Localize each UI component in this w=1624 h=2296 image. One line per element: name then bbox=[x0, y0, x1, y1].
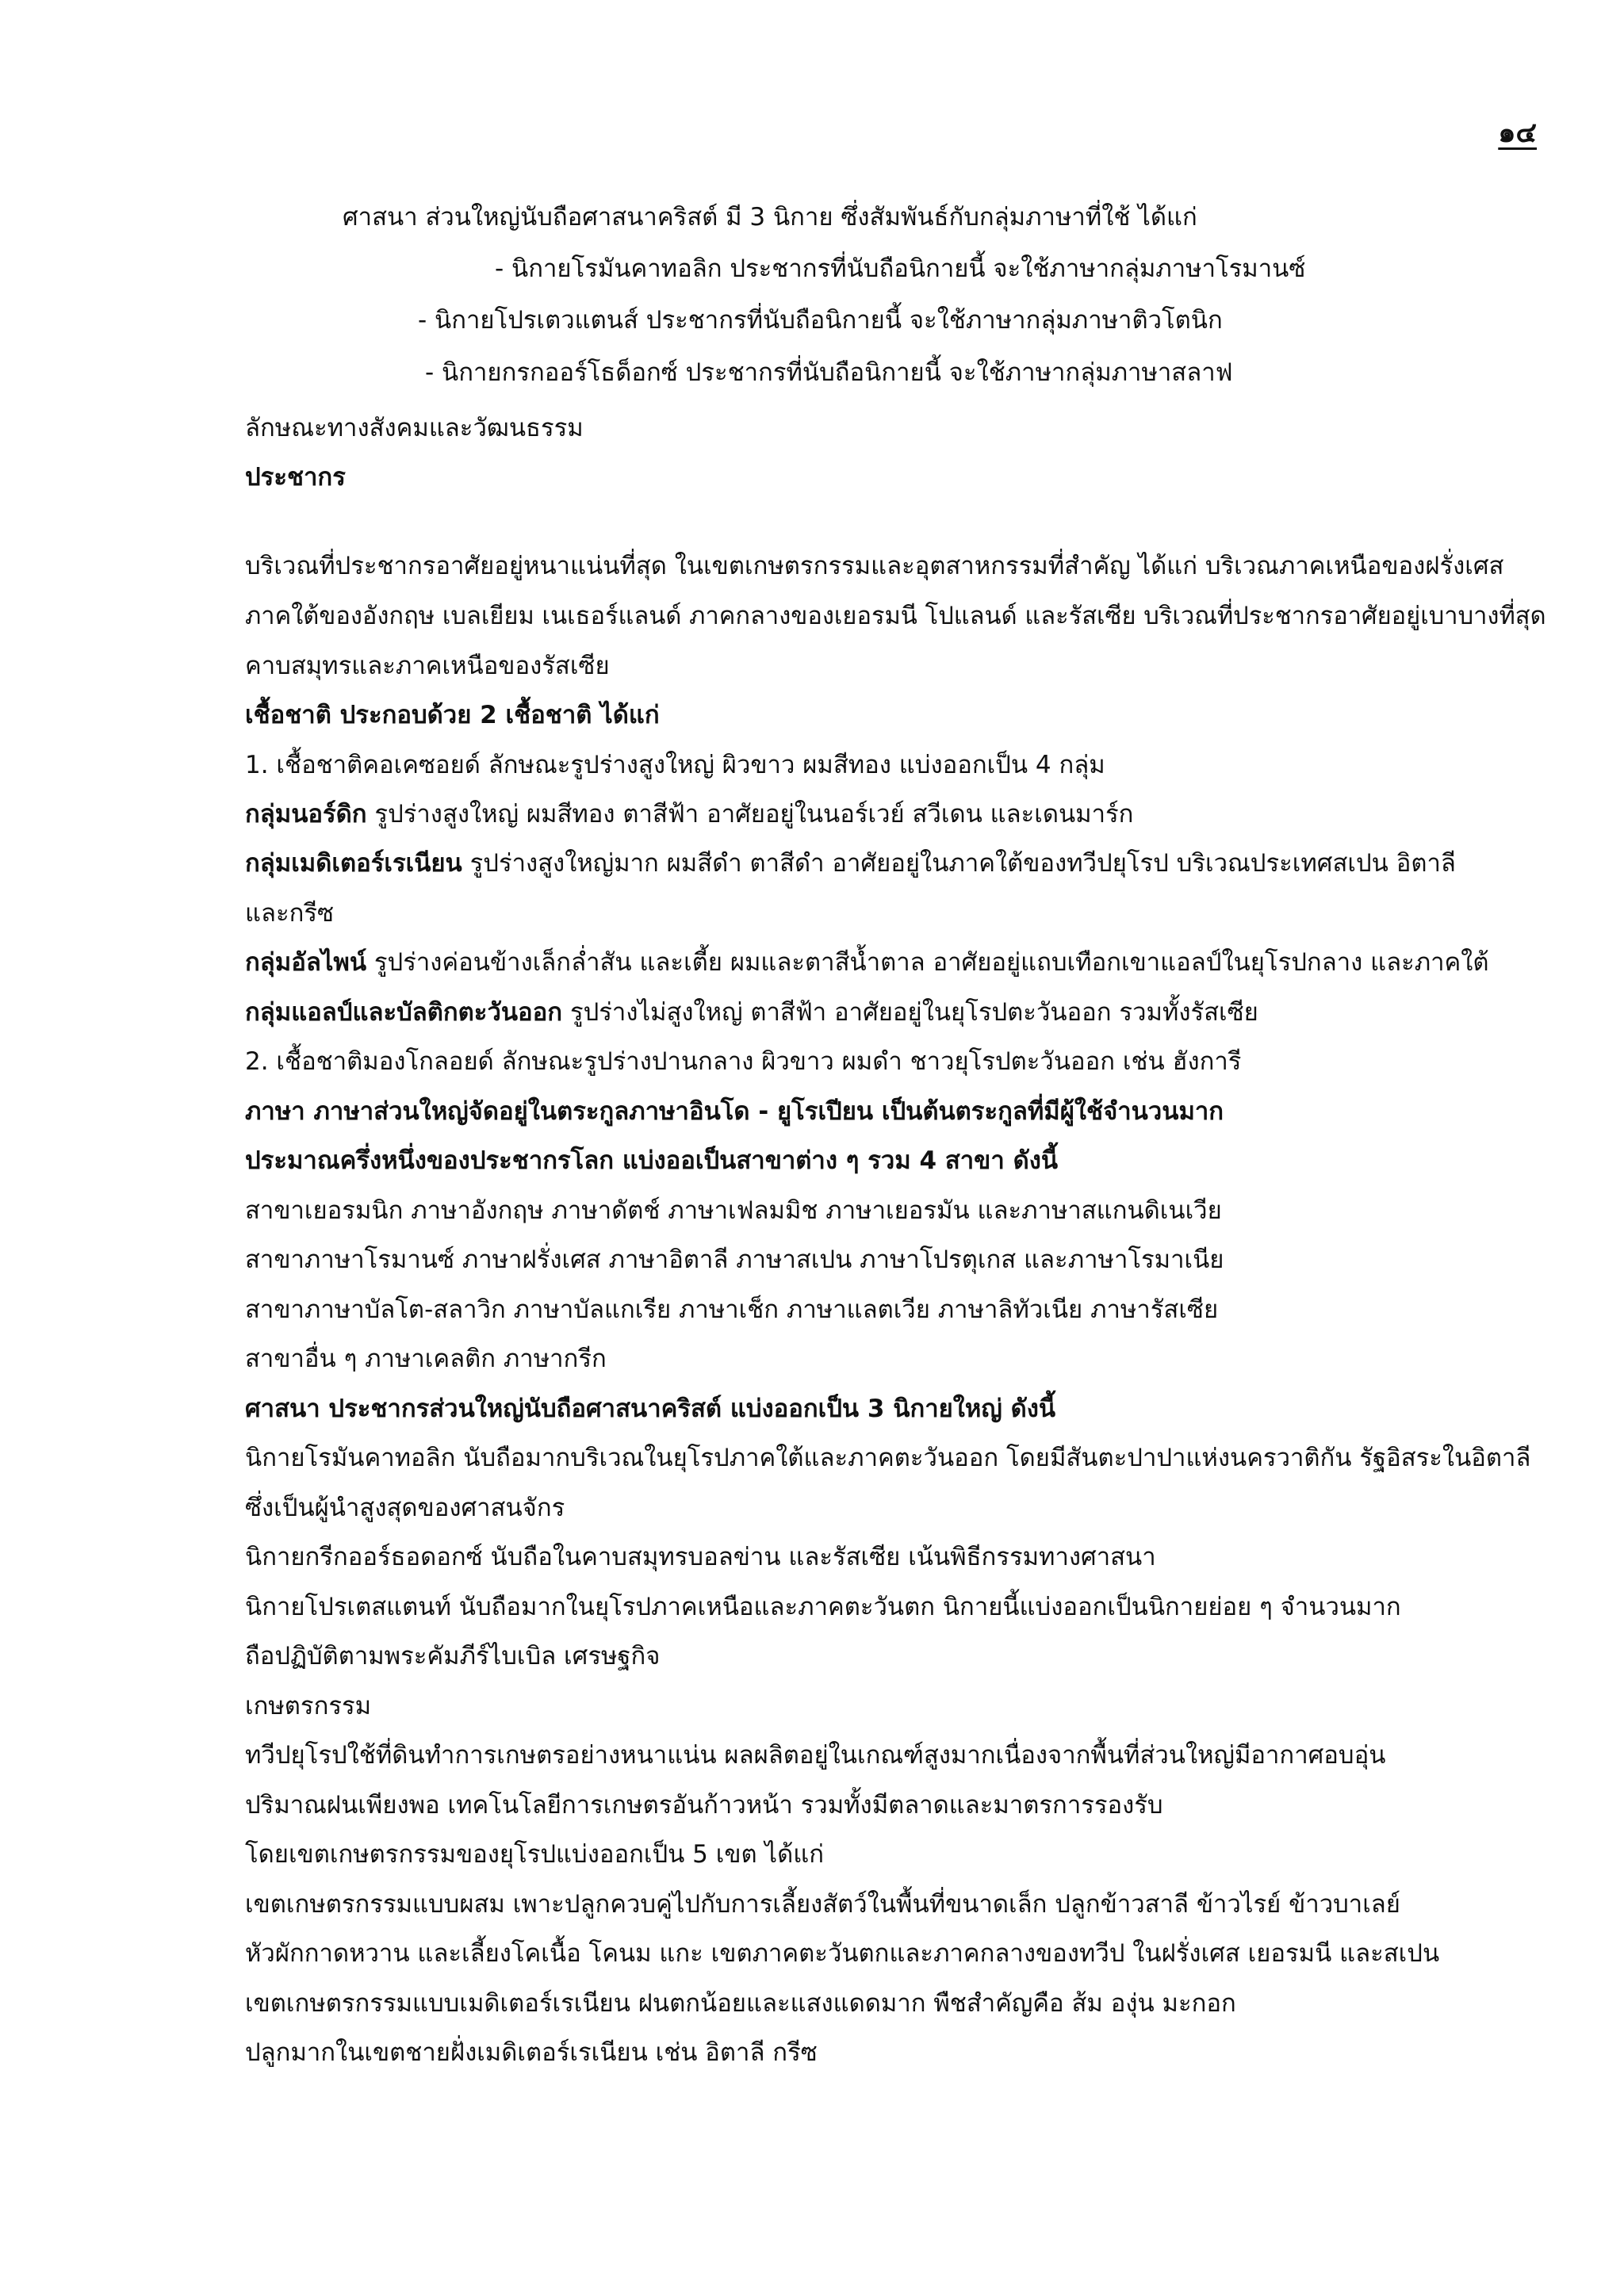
group-description: รูปร่างไม่สูงใหญ่ ตาสีฟ้า อาศัยอยู่ในยุโรปตะวันออก รวมทั้งรัสเซีย bbox=[569, 998, 1258, 1027]
page-number: ๑๔ bbox=[1498, 117, 1537, 149]
religion-list-item: - นิกายกรกออร์โธด็อกซ์ ประชากรที่นับถือนิกายนี้ จะใช้ภาษากลุ่มภาษาสลาฟ bbox=[425, 358, 1233, 387]
paragraph-line: ภาคใต้ของอังกฤษ เบลเยียม เนเธอร์แลนด์ ภาคกลางของเยอรมนี โปแลนด์ และรัสเซีย บริเวณที่ประชากรอาศัยอยู่เบาบางที่สุด bbox=[245, 602, 1546, 630]
group-description: รูปร่างสูงใหญ่มาก ผมสีดำ ตาสีดำ อาศัยอยู่ในภาคใต้ของทวีปยุโรป บริเวณประเทศสเปน อิตาลี bbox=[469, 849, 1456, 878]
paragraph-line bbox=[245, 947, 1489, 978]
paragraph-line: ทวีปยุโรปใช้ที่ดินทำการเกษตรอย่างหนาแน่น ผลผลิตอยู่ในเกณฑ์สูงมากเนื่องจากพื้นที่ส่วนใหญ่มีอากาศอบอุ่น bbox=[245, 1741, 1386, 1770]
paragraph-line: คาบสมุทรและภาคเหนือของรัสเซีย bbox=[245, 652, 610, 680]
paragraph-line: สาขาเยอรมนิก ภาษาอังกฤษ ภาษาดัตช์ ภาษาเฟลมมิช ภาษาเยอรมัน และภาษาสแกนดิเนเวีย bbox=[245, 1196, 1222, 1225]
paragraph-line: สาขาภาษาโรมานซ์ ภาษาฝรั่งเศส ภาษาอิตาลี ภาษาสเปน ภาษาโปรตุเกส และภาษาโรมาเนีย bbox=[245, 1246, 1224, 1274]
paragraph-line bbox=[245, 798, 1133, 830]
section-heading: เกษตรกรรม bbox=[245, 1692, 372, 1720]
paragraph-line bbox=[245, 848, 1456, 879]
paragraph-line: นิกายกรีกออร์ธอดอกซ์ นับถือในคาบสมุทรบอลข่าน และรัสเซีย เน้นพิธีกรรมทางศาสนา bbox=[245, 1543, 1156, 1571]
religion-list-item: - นิกายโปรเตวแตนส์ ประชากรที่นับถือนิกายนี้ จะใช้ภาษากลุ่มภาษาติวโตนิก bbox=[418, 306, 1223, 335]
paragraph-line: 2. เชื้อชาติมองโกลอยด์ ลักษณะรูปร่างปานกลาง ผิวขาว ผมดำ ชาวยุโรปตะวันออก เช่น ฮังการี bbox=[245, 1047, 1242, 1076]
paragraph-line: สาขาอื่น ๆ ภาษาเคลติก ภาษากรีก bbox=[245, 1345, 607, 1373]
paragraph-line bbox=[245, 997, 1258, 1028]
paragraph-line: โดยเขตเกษตรกรรมของยุโรปแบ่งออกเป็น 5 เขต ได้แก่ bbox=[245, 1840, 824, 1869]
group-description: รูปร่างค่อนข้างเล็กล่ำสัน และเตี้ย ผมและตาสีน้ำตาล อาศัยอยู่แถบเทือกเขาแอลป์ในยุโรปกลาง และภาคใต้ bbox=[373, 948, 1489, 977]
paragraph-line: หัวผักกาดหวาน และเลี้ยงโคเนื้อ โคนม แกะ เขตภาคตะวันตกและภาคกลางของทวีป ในฝรั่งเศส เยอรมนี และสเปน bbox=[245, 1939, 1440, 1968]
paragraph-line: สาขาภาษาบัลโต-สลาวิก ภาษาบัลแกเรีย ภาษาเช็ก ภาษาแลตเวีย ภาษาลิทัวเนีย ภาษารัสเซีย bbox=[245, 1295, 1219, 1324]
paragraph-line: เขตเกษตรกรรมแบบเมดิเตอร์เรเนียน ฝนตกน้อยและแสงแดดมาก พืชสำคัญคือ ส้ม องุ่น มะกอก bbox=[245, 1989, 1236, 2018]
paragraph-line: นิกายโปรเตสแตนท์ นับถือมากในยุโรปภาคเหนือและภาคตะวันตก นิกายนี้แบ่งออกเป็นนิกายย่อย ๆ จำนวนมาก bbox=[245, 1593, 1401, 1621]
section-heading: เชื้อชาติ ประกอบด้วย 2 เชื้อชาติ ได้แก่ bbox=[245, 701, 660, 729]
section-heading: ประมาณครึ่งหนึ่งของประชากรโลก แบ่งออเป็นสาขาต่าง ๆ รวม 4 สาขา ดังนี้ bbox=[245, 1146, 1059, 1175]
paragraph-line: และกรีซ bbox=[245, 899, 335, 928]
group-label: กลุ่มเมดิเตอร์เรเนียน bbox=[245, 849, 462, 878]
group-label: กลุ่มนอร์ดิก bbox=[245, 800, 367, 828]
paragraph-line: บริเวณที่ประชากรอาศัยอยู่หนาแน่นที่สุด ในเขตเกษตรกรรมและอุตสาหกรรมที่สำคัญ ได้แก่ บริเวณภาคเหนือของฝรั่งเศส bbox=[245, 552, 1504, 580]
paragraph-line: ปริมาณฝนเพียงพอ เทคโนโลยีการเกษตรอันก้าวหน้า รวมทั้งมีตลาดและมาตรการรองรับ bbox=[245, 1791, 1163, 1820]
paragraph-line: นิกายโรมันคาทอลิก นับถือมากบริเวณในยุโรปภาคใต้และภาคตะวันออก โดยมีสันตะปาปาแห่งนครวาติกัน รัฐอิสระในอิตาลี bbox=[245, 1444, 1531, 1472]
section-heading: ภาษา ภาษาส่วนใหญ่จัดอยู่ในตระกูลภาษาอินโด - ยูโรเปียน เป็นต้นตระกูลที่มีผู้ใช้จำนวนมาก bbox=[245, 1097, 1224, 1126]
paragraph-line: 1. เชื้อชาติคอเคซอยด์ ลักษณะรูปร่างสูงใหญ่ ผิวขาว ผมสีทอง แบ่งออกเป็น 4 กลุ่ม bbox=[245, 751, 1105, 779]
section-heading: ศาสนา ประชากรส่วนใหญ่นับถือศาสนาคริสต์ แบ่งออกเป็น 3 นิกายใหญ่ ดังนี้ bbox=[245, 1395, 1056, 1423]
paragraph-line: เขตเกษตรกรรมแบบผสม เพาะปลูกควบคู่ไปกับการเลี้ยงสัตว์ในพื้นที่ขนาดเล็ก ปลูกข้าวสาลี ข้าวไรย์ ข้าวบาเลย์ bbox=[245, 1890, 1400, 1919]
section-heading: ประชากร bbox=[245, 463, 346, 492]
paragraph-line: ปลูกมากในเขตชายฝั่งเมดิเตอร์เรเนียน เช่น อิตาลี กรีซ bbox=[245, 2038, 818, 2067]
paragraph-line: ถือปฏิบัติตามพระคัมภีร์ไบเบิล เศรษฐกิจ bbox=[245, 1642, 661, 1670]
group-label: กลุ่มอัลไพน์ bbox=[245, 948, 367, 977]
religion-intro: ศาสนา ส่วนใหญ่นับถือศาสนาคริสต์ มี 3 นิกาย ซึ่งสัมพันธ์กับกลุ่มภาษาที่ใช้ ได้แก่ bbox=[343, 203, 1197, 232]
paragraph-line: ซึ่งเป็นผู้นำสูงสุดของศาสนจักร bbox=[245, 1494, 565, 1522]
group-label: กลุ่มแอลป์และบัลติกตะวันออก bbox=[245, 998, 563, 1027]
religion-list-item: - นิกายโรมันคาทอลิก ประชากรที่นับถือนิกายนี้ จะใช้ภาษากลุ่มภาษาโรมานซ์ bbox=[495, 254, 1306, 283]
group-description: รูปร่างสูงใหญ่ ผมสีทอง ตาสีฟ้า อาศัยอยู่ในนอร์เวย์ สวีเดน และเดนมาร์ก bbox=[374, 800, 1134, 828]
section-heading: ลักษณะทางสังคมและวัฒนธรรม bbox=[245, 414, 584, 442]
